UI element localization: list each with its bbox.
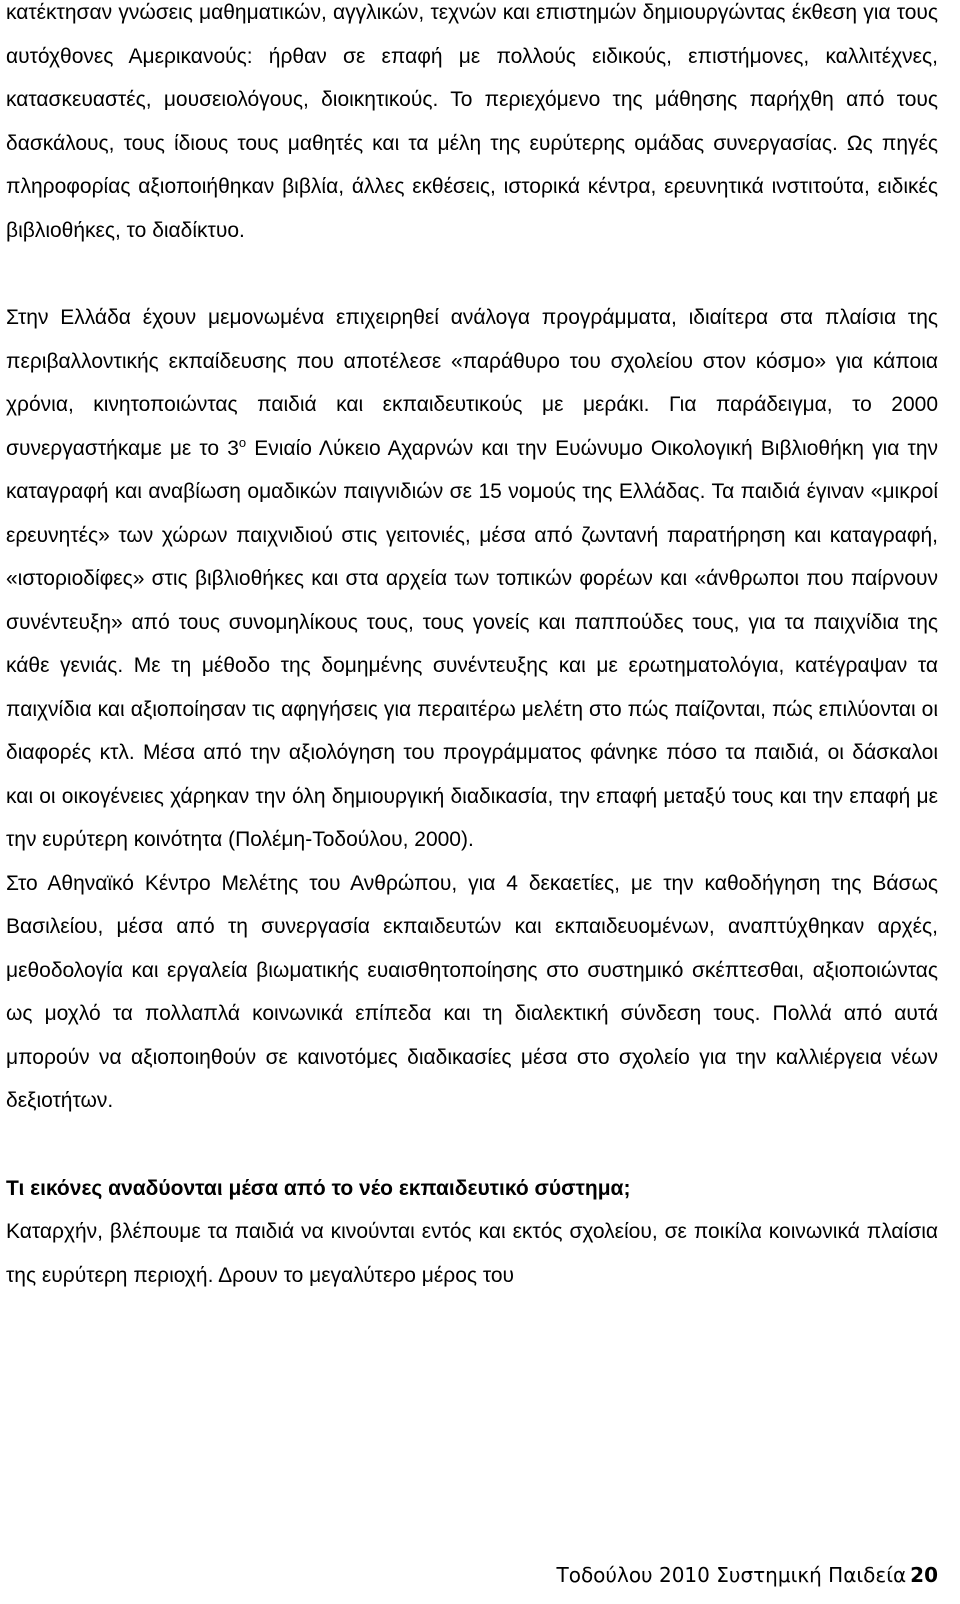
- page-footer: [556, 1563, 938, 1587]
- page-number: 20: [910, 1563, 938, 1587]
- paragraph-native-americans: κατέκτησαν γνώσεις μαθηματικών, αγγλικών, τεχνών και επιστημών δημιουργώντας έκθεση για τους αυτόχθονες Αμερικανούς: ήρθαν σε επαφή με πολλούς ειδικούς, επιστήμονες, καλλιτέχνες, κατασκευαστές, μουσειολόγους, διοικητικούς. Το περιεχόμενο της μάθησης παρήχθη από τους δασκάλους, τους ίδιους τους μαθητές και τα μέλη της ευρύτερης ομάδας συνεργασίας. Ως πηγές πληροφορίας αξιοποιήθηκαν βιβλία, άλλες εκθέσεις, ιστορικά κέντρα, ερευνητικά ινστιτούτα, ειδικές βιβλιοθήκες, το διαδίκτυο.: [6, 1, 938, 242]
- section-heading: Τι εικόνες αναδύονται μέσα από το νέο εκπαιδευτικό σύστημα;: [6, 1176, 631, 1200]
- document-page: [6, 0, 938, 1297]
- footer-text: Τοδούλου 2010 Συστημική Παιδεία: [556, 1563, 907, 1587]
- ordinal-superscript: ο: [238, 434, 247, 450]
- paragraph-new-images: Καταρχήν, βλέπουμε τα παιδιά να κινούνται εντός και εκτός σχολείου, σε ποικίλα κοινωνικά πλαίσια της ευρύτερη περιοχή. Δρουν το μεγαλύτερο μέρος του: [6, 1220, 938, 1287]
- paragraph-greece-programs: [6, 296, 938, 862]
- paragraph-text-start: Στην Ελλάδα έχουν μεμονωμένα επιχειρηθεί ανάλογα προγράμματα, ιδιαίτερα στα πλαίσια της περιβαλλοντικής εκπαίδευσης που αποτέλεσε «παράθυρο του σχολείου στον κόσμο» για κάποια χρόνια, κινητοποιώντας παιδιά και εκπαιδευτικούς με μεράκι. Για παράδειγμα, το 2000 συνεργαστήκαμε με το 3: [6, 306, 938, 460]
- paragraph-athens-center: Στο Αθηναϊκό Κέντρο Μελέτης του Ανθρώπου, για 4 δεκαετίες, με την καθοδήγηση της Βάσως Βασιλείου, μέσα από τη συνεργασία εκπαιδευτών και εκπαιδευομένων, αναπτύχθηκαν αρχές, μεθοδολογία και εργαλεία βιωματικής ευαισθητοποίησης στο συστημικό σκέπτεσθαι, αξιοποιώντας ως μοχλό τα πολλαπλά κοινωνικά επίπεδα και τη διαλεκτική σύνδεση τους. Πολλά από αυτά μπορούν να αξιοποιηθούν σε καινοτόμες διαδικασίες μέσα στο σχολείο για την καλλιέργεια νέων δεξιοτήτων.: [6, 871, 938, 1112]
- paragraph-text-end: Ενιαίο Λύκειο Αχαρνών και την Ευώνυμο Οικολογική Βιβλιοθήκη για την καταγραφή και αναβίωση ομαδικών παιγνιδιών σε 15 νομούς της Ελλάδας. Τα παιδιά έγιναν «μικροί ερευνητές» των χώρων παιχνιδιού στις γειτονιές, μέσα από ζωντανή παρατήρηση και καταγραφή, «ιστοριοδίφες» στις βιβλιοθήκες και στα αρχεία των τοπικών φορέων και «άνθρωποι που παίρνουν συνέντευξη» από τους συνομηλίκους τους, τους γονείς και παππούδες τους, για τα παιχνίδια της κάθε γενιάς. Με τη μέθοδο της δομημένης συνέντευξης και με ερωτηματολόγια, κατέγραψαν τα παιχνίδια και αξιοποίησαν τις αφηγήσεις για περαιτέρω μελέτη στο πώς παίζονται, πώς επιλύονται οι διαφορές κτλ. Μέσα από την αξιολόγηση του προγράμματος φάνηκε πόσο τα παιδιά, οι δάσκαλοι και οι οικογένειες χάρηκαν την όλη δημιουργική διαδικασία, την επαφή μεταξύ τους και την επαφή με την ευρύτερη κοινότητα (Πολέμη-Τοδούλου, 2000).: [6, 436, 938, 851]
